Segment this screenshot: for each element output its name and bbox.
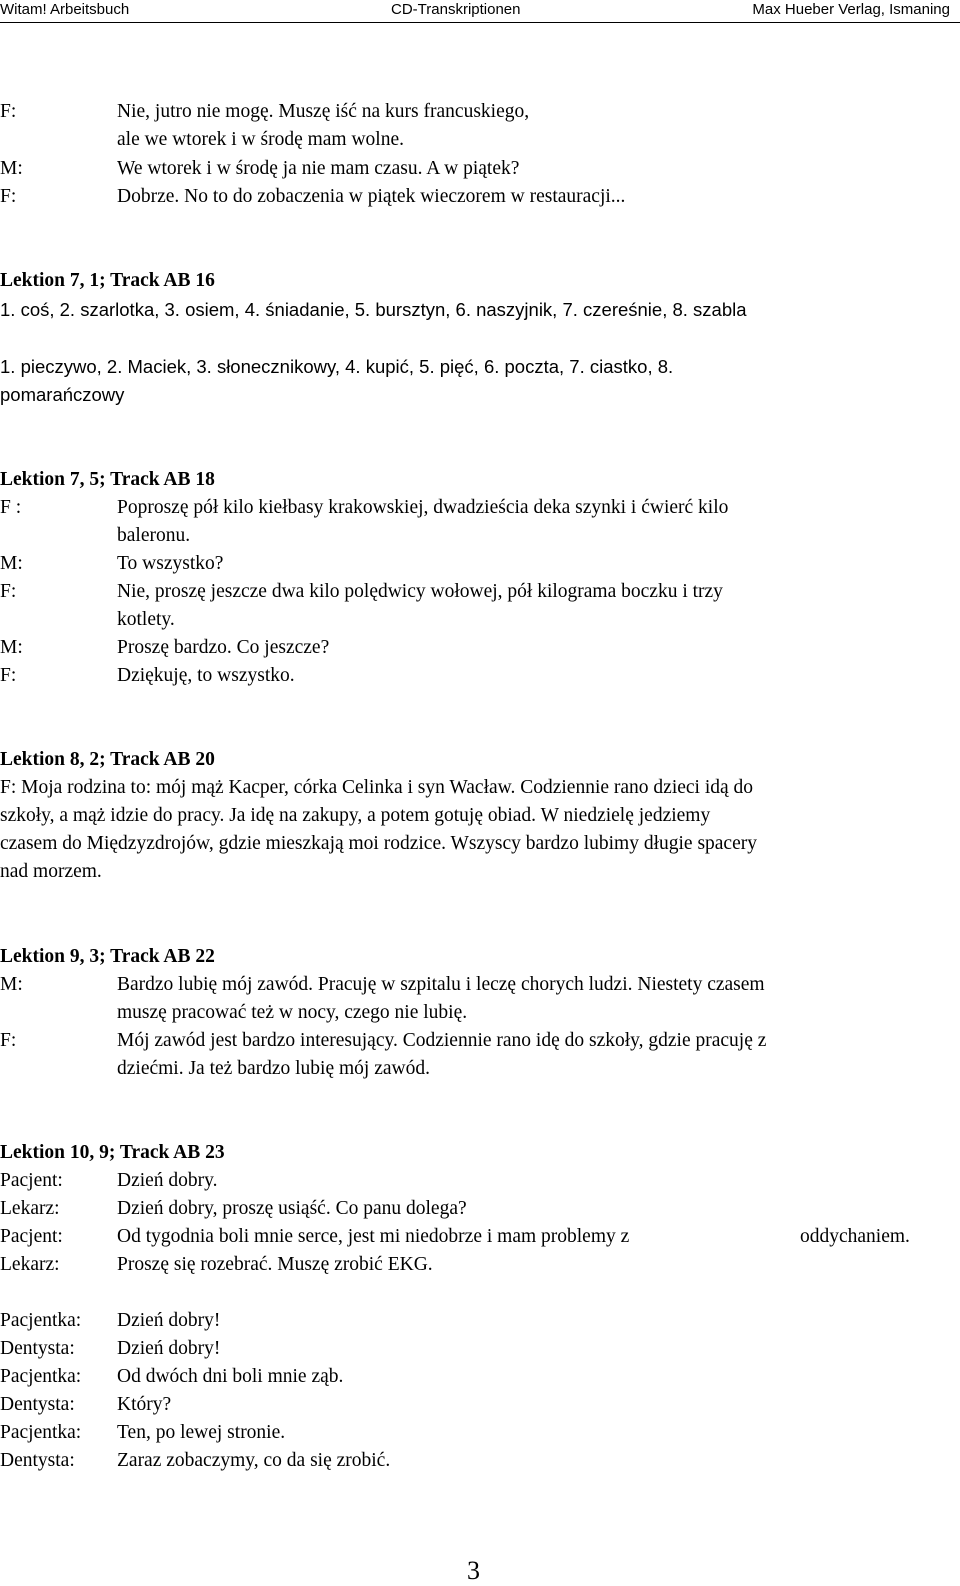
header-right: Max Hueber Verlag, Ismaning	[752, 1, 950, 18]
dialogue-text: kotlety.	[117, 609, 175, 630]
dialogue-text: dziećmi. Ja też bardzo lubię mój zawód.	[117, 1058, 430, 1079]
section-heading: Lektion 9, 3; Track AB 22	[0, 946, 215, 967]
dialogue-text: Mój zawód jest bardzo interesujący. Codziennie rano idę do szkoły, gdzie pracuję z	[117, 1030, 767, 1051]
speaker: M:	[0, 974, 23, 995]
speaker: F:	[0, 186, 17, 207]
dialogue-text: Ten, po lewej stronie.	[117, 1422, 286, 1443]
word-list-line: 1. pieczywo, 2. Maciek, 3. słonecznikowy, 4. kupić, 5. pięć, 6. poczta, 7. ciastko, 8.	[0, 356, 674, 377]
dialogue-text: Od dwóch dni boli mnie ząb.	[117, 1366, 344, 1387]
dialogue-text: To wszystko?	[117, 553, 224, 574]
header-left: Witam! Arbeitsbuch	[0, 1, 130, 18]
speaker: M:	[0, 553, 23, 574]
dialogue-text: Dzień dobry!	[117, 1310, 221, 1331]
section-heading: Lektion 8, 2; Track AB 20	[0, 749, 215, 770]
speaker: Pacjentka:	[0, 1310, 82, 1331]
page-header	[0, 0, 960, 22]
paragraph-line: F: Moja rodzina to: mój mąż Kacper, córka Celinka i syn Wacław. Codziennie rano dzieci idą do	[0, 777, 754, 798]
speaker: Lekarz:	[0, 1198, 60, 1219]
dialogue-text: Proszę się rozebrać. Muszę zrobić EKG.	[117, 1254, 433, 1275]
word-list-line: 1. coś, 2. szarlotka, 3. osiem, 4. śniadanie, 5. bursztyn, 6. naszyjnik, 7. czereśnie, 8. szabla	[0, 299, 747, 320]
dialogue-text: Od tygodnia boli mnie serce, jest mi niedobrze i mam problemy z	[117, 1226, 630, 1247]
dialogue-text: Dobrze. No to do zobaczenia w piątek wieczorem w restauracji...	[117, 186, 626, 207]
section-heading: Lektion 10, 9; Track AB 23	[0, 1142, 225, 1163]
paragraph-line: nad morzem.	[0, 861, 102, 882]
dialogue-text: baleronu.	[117, 525, 191, 546]
speaker: F:	[0, 1030, 17, 1051]
paragraph-line: czasem do Międzyzdrojów, gdzie mieszkają moi rodzice. Wszyscy bardzo lubimy długie spacery	[0, 833, 757, 854]
speaker: Dentysta:	[0, 1394, 75, 1415]
speaker: Dentysta:	[0, 1450, 75, 1471]
dialogue-text: Poproszę pół kilo kiełbasy krakowskiej, dwadzieścia deka szynki i ćwierć kilo	[117, 497, 729, 518]
dialogue-text: Zaraz zobaczymy, co da się zrobić.	[117, 1450, 391, 1471]
dialogue-text: Dzień dobry, proszę usiąść. Co panu dolega?	[117, 1198, 467, 1219]
word-list-line: pomarańczowy	[0, 384, 125, 405]
speaker: Pacjent:	[0, 1226, 63, 1247]
speaker: Pacjent:	[0, 1170, 63, 1191]
dialogue-text: Który?	[117, 1394, 172, 1415]
speaker: F :	[0, 497, 22, 518]
speaker: F:	[0, 581, 17, 602]
dialogue-text: Nie, jutro nie mogę. Muszę iść na kurs francuskiego,	[117, 101, 530, 122]
section-heading: Lektion 7, 1; Track AB 16	[0, 270, 215, 291]
speaker: F:	[0, 101, 17, 122]
dialogue-text: ale we wtorek i w środę mam wolne.	[117, 129, 404, 150]
dialogue-text: Dzień dobry.	[117, 1170, 218, 1191]
speaker: M:	[0, 158, 23, 179]
dialogue-text: muszę pracować też w nocy, czego nie lubię.	[117, 1002, 468, 1023]
dialogue-text: Proszę bardzo. Co jeszcze?	[117, 637, 330, 658]
speaker: Pacjentka:	[0, 1366, 82, 1387]
paragraph-line: szkoły, a mąż idzie do pracy. Ja idę na zakupy, a potem gotuję obiad. W niedzielę jedziemy	[0, 805, 711, 826]
dialogue-text: Bardzo lubię mój zawód. Pracuję w szpitalu i leczę chorych ludzi. Niestety czasem	[117, 974, 765, 995]
dialogue-text: Dzień dobry!	[117, 1338, 221, 1359]
speaker: Dentysta:	[0, 1338, 75, 1359]
dialogue-text: We wtorek i w środę ja nie mam czasu. A w piątek?	[117, 158, 520, 179]
header-center: CD-Transkriptionen	[391, 1, 521, 18]
speaker: Lekarz:	[0, 1254, 60, 1275]
speaker: M:	[0, 637, 23, 658]
speaker: F:	[0, 665, 17, 686]
speaker: Pacjentka:	[0, 1422, 82, 1443]
header-rule	[0, 22, 960, 23]
dialogue-text: Dziękuję, to wszystko.	[117, 665, 295, 686]
dialogue-text: Nie, proszę jeszcze dwa kilo polędwicy wołowej, pół kilograma boczku i trzy	[117, 581, 723, 602]
page-number: 3	[467, 1556, 480, 1585]
section-heading: Lektion 7, 5; Track AB 18	[0, 469, 215, 490]
dialogue-text-continued: oddychaniem.	[800, 1226, 910, 1247]
